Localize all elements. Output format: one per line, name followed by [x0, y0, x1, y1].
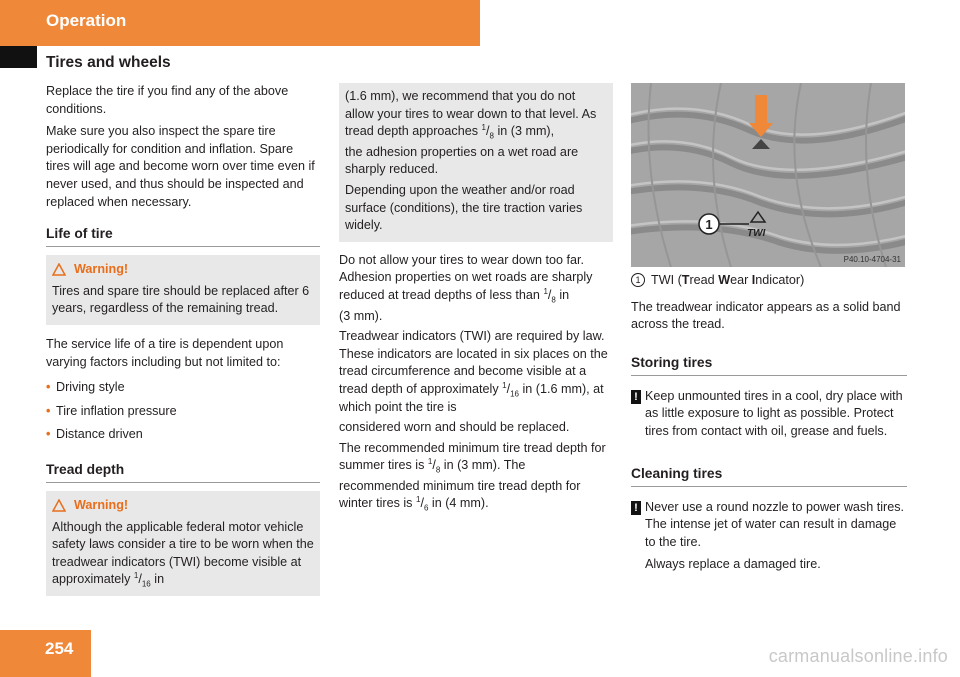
tire-tread-figure — [631, 83, 905, 267]
warning-title — [52, 497, 314, 515]
paragraph: Replace the tire if you find any of the above conditions. — [46, 84, 289, 116]
page-number-tab — [0, 630, 91, 677]
page-title: Tires and wheels — [46, 54, 171, 71]
list-item: • Distance driven — [46, 427, 143, 442]
paragraph: The recommended minimum tire tread depth for summer tires is $^1/_8$ in (3 mm). The — [339, 440, 606, 475]
figure-callout: 1 — [705, 217, 713, 232]
column-2 — [339, 83, 613, 516]
note-text: Never use a round nozzle to power wash tires. The intense jet of water can result in damage to the tire. — [645, 499, 905, 549]
list-item: • Driving style — [46, 380, 125, 395]
figure-caption: 1 TWI (Tread Wear Indicator) — [631, 272, 907, 290]
exclamation-icon: ! — [631, 390, 641, 404]
warning-text: the adhesion properties on a wet road are sharply reduced. — [345, 144, 579, 177]
warning-label: Warning! — [74, 497, 129, 512]
note — [631, 499, 907, 579]
paragraph: The service life of a tire is dependent upon varying factors including but not limited to: — [46, 336, 284, 369]
section-title: Operation — [46, 11, 127, 30]
section-marker — [0, 46, 37, 68]
warning-continued-box — [339, 83, 613, 242]
warning-triangle-icon — [52, 263, 66, 276]
note — [631, 388, 907, 441]
exclamation-icon: ! — [631, 501, 641, 515]
column-3 — [631, 272, 907, 579]
list-item: • Tire inflation pressure — [46, 403, 177, 418]
factor-list — [46, 379, 320, 444]
note-text: Always replace a damaged tire. — [645, 557, 821, 572]
warning-text: (1.6 mm), we recommend that you do not allow your tires to wear down to that level. As tread depth approaches $^1/_8$ in (3 mm), — [345, 89, 597, 141]
note-text: Keep unmounted tires in a cool, dry place with as little exposure to light as possible. Protect tires from contact with oil, grease and fuels. — [645, 388, 903, 438]
callout-number: 1 — [631, 273, 645, 287]
warning-text: Tires and spare tire should be replaced after 6 years, regardless of the remaining tread. — [52, 283, 310, 316]
warning-text: Depending upon the weather and/or road surface (conditions), the tire traction varies widely. — [345, 182, 583, 233]
watermark: carmanualsonline.info — [768, 646, 948, 666]
section-tab — [0, 0, 480, 46]
paragraph: Do not allow your tires to wear down too far. Adhesion properties on wet roads are sharply reduced at tread depths of less than $^1/_8$ in — [339, 252, 593, 305]
paragraph: Make sure you also inspect the spare tire periodically for condition and inflation. Spare tires will age and become worn over time even if never used, and thus should be inspected and replaced when necessary. — [46, 124, 315, 209]
figure-twi-label: TWI — [747, 228, 766, 239]
paragraph: Treadwear indicators (TWI) are required by law. These indicators are located in six places on the tread circumference and become visible at a tread depth of approximately $^1/_{16}$ in (1.6 mm), at which point the tire is — [339, 329, 608, 414]
warning-box — [46, 255, 320, 325]
heading-tread-depth: Tread depth — [46, 461, 320, 483]
tire-tread-illustration — [631, 83, 905, 267]
warning-text: Although the applicable federal motor vehicle safety laws consider a tire to be worn when the treadwear indicators (TWI) become visible at approximately $^1/_{16}$ in — [52, 519, 314, 589]
heading-life-of-tire: Life of tire — [46, 225, 320, 247]
warning-label: Warning! — [74, 262, 129, 277]
paragraph: The treadwear indicator appears as a solid band across the tread. — [631, 299, 901, 332]
paragraph: (3 mm). — [339, 308, 383, 323]
warning-triangle-icon — [52, 499, 66, 512]
paragraph: considered worn and should be replaced. — [339, 420, 570, 435]
figure-code: P40.10-4704-31 — [843, 255, 901, 264]
heading-cleaning-tires: Cleaning tires — [631, 465, 907, 487]
heading-storing-tires: Storing tires — [631, 354, 907, 376]
column-1 — [46, 83, 320, 596]
page-number: 254 — [45, 639, 74, 658]
warning-title — [52, 261, 314, 279]
paragraph: recommended minimum tire tread depth for winter tires is $^1/_6$ in (4 mm). — [339, 478, 581, 513]
warning-box — [46, 491, 320, 596]
